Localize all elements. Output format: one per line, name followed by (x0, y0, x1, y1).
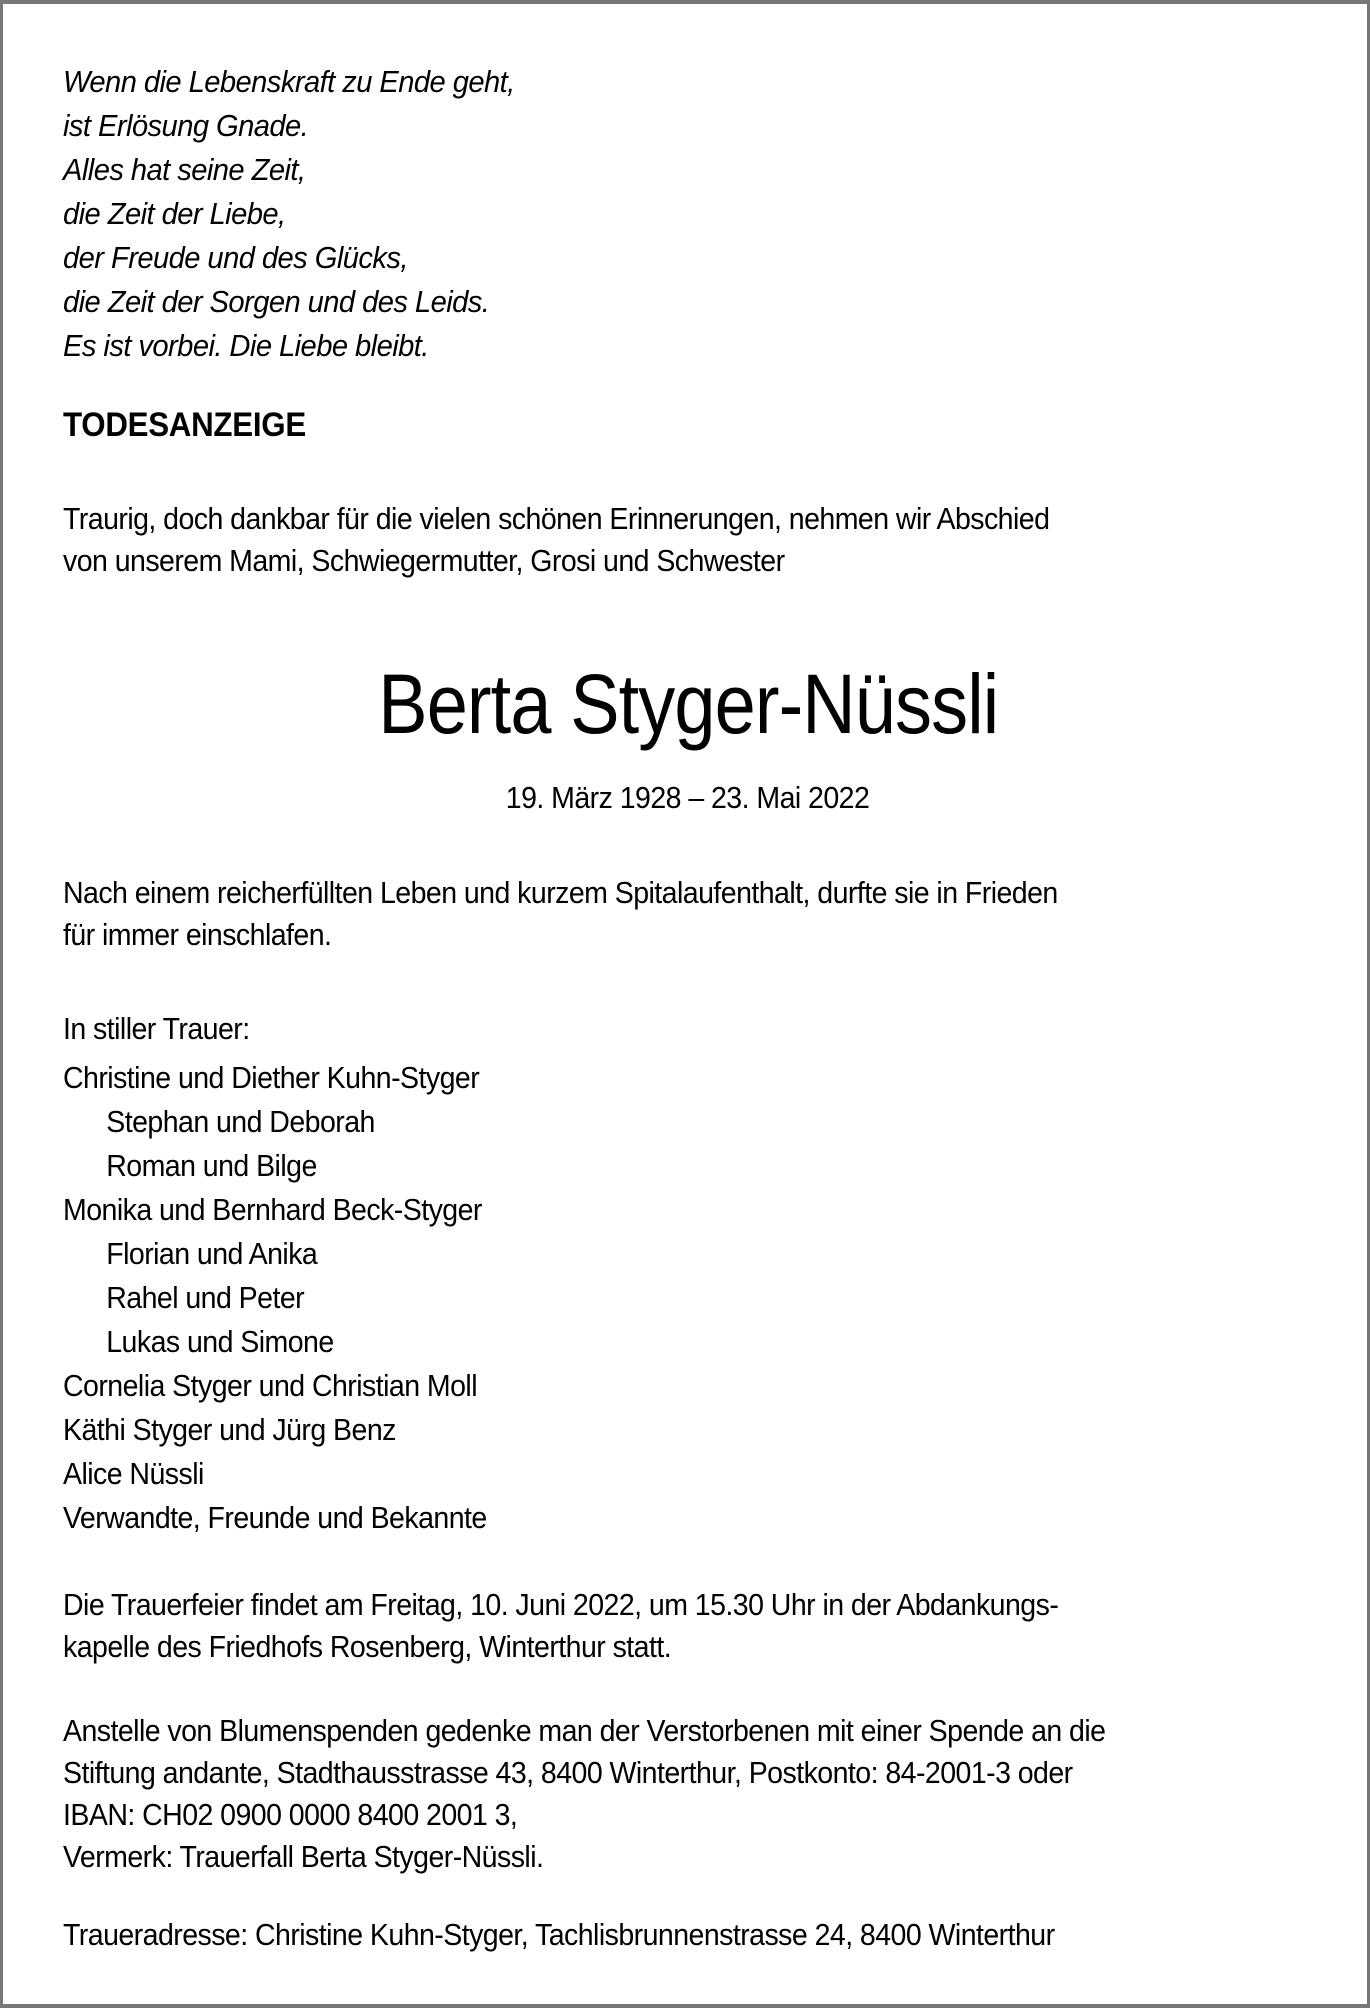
poem-line: die Zeit der Sorgen und des Leids. (63, 284, 490, 319)
mourner: Verwandte, Freunde und Bekannte (63, 1500, 487, 1535)
donation-line: IBAN: CH02 0900 0000 8400 2001 3, (63, 1797, 518, 1832)
ceremony-line: kapelle des Friedhofs Rosenberg, Winterthur statt. (63, 1629, 672, 1664)
poem-line: Es ist vorbei. Die Liebe bleibt. (63, 328, 429, 363)
life-text (63, 872, 1058, 956)
mourner: Christine und Diether Kuhn-Styger (63, 1060, 480, 1095)
mourner: Lukas und Simone (106, 1324, 334, 1359)
deceased-name (3, 656, 1370, 753)
poem-line: Wenn die Lebenskraft zu Ende geht, (63, 64, 515, 99)
poem-line: die Zeit der Liebe, (63, 196, 286, 231)
donation-line: Stiftung andante, Stadthausstrasse 43, 8400 Winterthur, Postkonto: 84-2001-3 oder (63, 1755, 1073, 1790)
notice-heading: TODESANZEIGE (63, 406, 306, 444)
mourners-label: In stiller Trauer: (63, 1011, 250, 1046)
life-line: für immer einschlafen. (63, 917, 332, 952)
mourner: Käthi Styger und Jürg Benz (63, 1412, 396, 1447)
poem-line: der Freude und des Glücks, (63, 240, 408, 275)
donation-line: Vermerk: Trauerfall Berta Styger-Nüssli. (63, 1839, 544, 1874)
mourner: Alice Nüssli (63, 1456, 204, 1491)
mourner: Florian und Anika (106, 1236, 318, 1271)
mourner: Roman und Bilge (106, 1148, 317, 1183)
donation-text (63, 1710, 1105, 1878)
mourners-list (63, 1056, 487, 1540)
ceremony-text (63, 1584, 1058, 1668)
donation-line: Anstelle von Blumenspenden gedenke man der Verstorbenen mit einer Spende an die (63, 1713, 1106, 1748)
poem (63, 60, 515, 368)
poem-line: Alles hat seine Zeit, (63, 152, 306, 187)
mourner: Cornelia Styger und Christian Moll (63, 1368, 477, 1403)
mourner: Monika und Bernhard Beck-Styger (63, 1192, 482, 1227)
mourning-address: Traueradresse: Christine Kuhn-Styger, Tachlisbrunnenstrasse 24, 8400 Winterthur (63, 1917, 1055, 1952)
poem-line: ist Erlösung Gnade. (63, 108, 309, 143)
mourner: Rahel und Peter (106, 1280, 305, 1315)
life-line: Nach einem reicherfüllten Leben und kurzem Spitalaufenthalt, durfte sie in Frieden (63, 875, 1058, 910)
life-dates-text: 19. März 1928 – 23. Mai 2022 (506, 780, 870, 815)
intro-line: von unserem Mami, Schwiegermutter, Grosi und Schwester (63, 543, 785, 578)
intro-line: Traurig, doch dankbar für die vielen schönen Erinnerungen, nehmen wir Abschied (63, 501, 1050, 536)
deceased-name-text: Berta Styger-Nüssli (377, 657, 999, 751)
intro-text (63, 498, 1049, 582)
mourner: Stephan und Deborah (106, 1104, 375, 1139)
ceremony-line: Die Trauerfeier findet am Freitag, 10. Juni 2022, um 15.30 Uhr in der Abdankungs- (63, 1587, 1059, 1622)
life-dates (3, 780, 1370, 816)
